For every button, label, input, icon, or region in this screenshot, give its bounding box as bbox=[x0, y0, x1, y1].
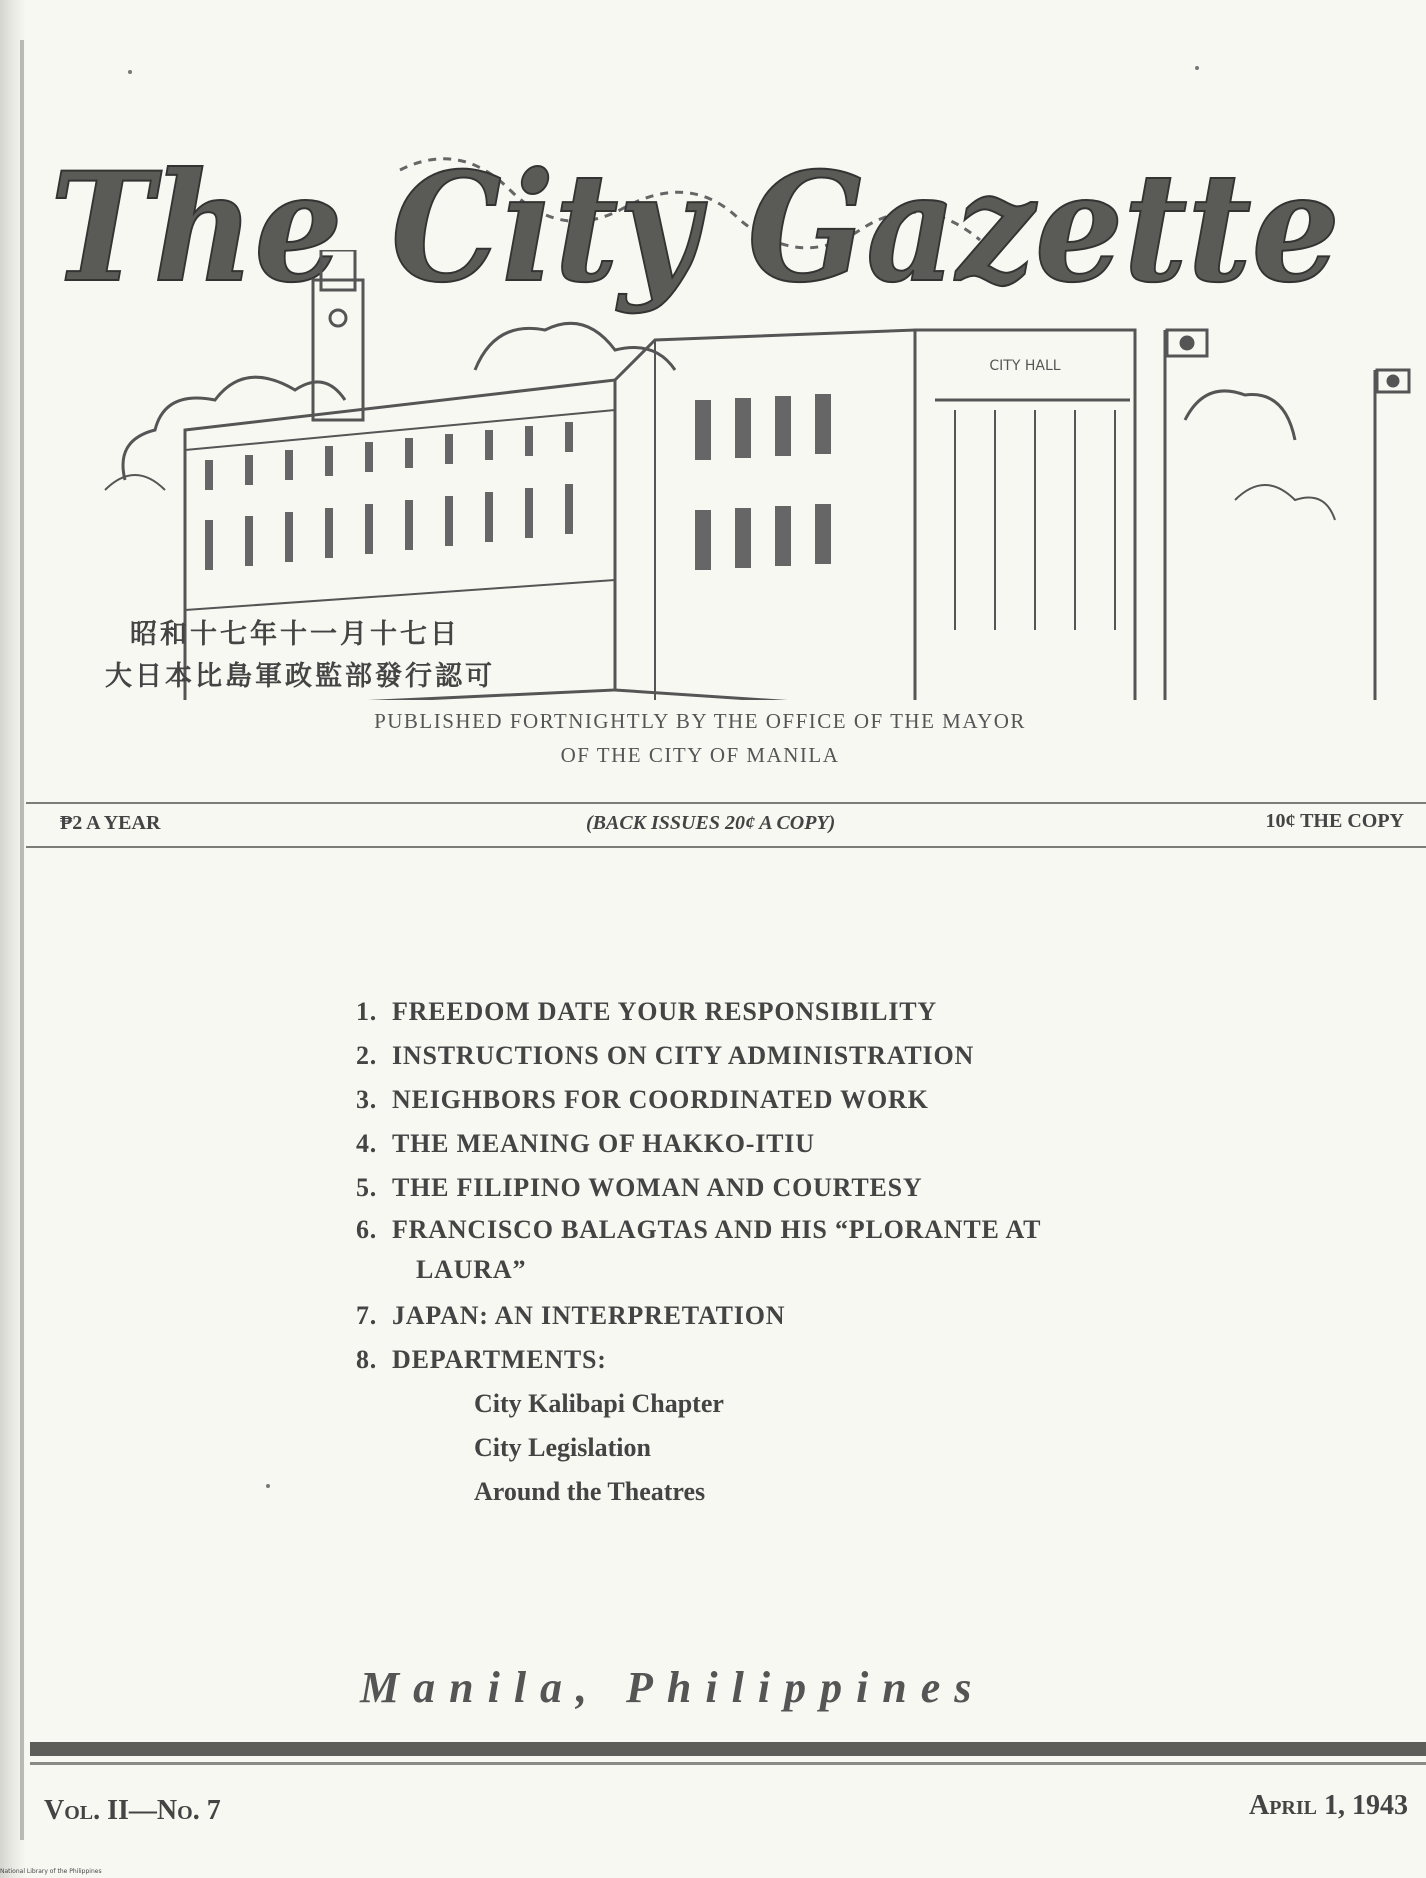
rule-bottom bbox=[26, 846, 1426, 848]
spine-edge bbox=[20, 40, 24, 1840]
volume-number: Vol. II—No. 7 bbox=[44, 1795, 221, 1826]
publisher-line-2: OF THE CITY OF MANILA bbox=[560, 743, 840, 767]
speck bbox=[1195, 66, 1199, 70]
department-item: City Kalibapi Chapter bbox=[474, 1389, 724, 1418]
back-issues-price: (BACK ISSUES 20¢ A COPY) bbox=[586, 812, 836, 834]
table-of-contents bbox=[356, 990, 1156, 1514]
scan-credit: National Library of the Philippines bbox=[0, 1868, 102, 1875]
department-item: Around the Theatres bbox=[474, 1477, 706, 1506]
speck bbox=[266, 1484, 270, 1488]
speck bbox=[128, 70, 132, 74]
single-copy-price: 10¢ THE COPY bbox=[1265, 810, 1404, 832]
japanese-date-line: 昭和十七年十一月十七日 bbox=[130, 619, 460, 650]
japanese-authorization-line: 大日本比島軍政監部發行認可 bbox=[105, 661, 495, 692]
footer-band-thin bbox=[30, 1762, 1426, 1765]
toc-item: 6. FRANCISCO BALAGTAS AND HIS “PLORANTE AT LAURA” bbox=[356, 1215, 1042, 1284]
toc-item: 8. DEPARTMENTS: bbox=[356, 1345, 607, 1374]
price-row bbox=[26, 808, 1426, 842]
toc-item: 5. THE FILIPINO WOMAN AND COURTESY bbox=[356, 1173, 923, 1202]
rule-top bbox=[26, 802, 1426, 804]
city-hall-sign: CITY HALL bbox=[989, 358, 1061, 374]
toc-item: 7. JAPAN: AN INTERPRETATION bbox=[356, 1301, 786, 1330]
yearly-price: ₱2 A YEAR bbox=[60, 812, 161, 834]
toc-item: 2. INSTRUCTIONS ON CITY ADMINISTRATION bbox=[356, 1041, 975, 1070]
issue-date: April 1, 1943 bbox=[1248, 1790, 1408, 1821]
place-line: Manila, Philippines bbox=[360, 1663, 986, 1712]
toc-item: 1. FREEDOM DATE YOUR RESPONSIBILITY bbox=[356, 997, 937, 1026]
department-item: City Legislation bbox=[474, 1433, 651, 1462]
footer-band-thick bbox=[30, 1742, 1426, 1756]
masthead-text: The City Gazette bbox=[50, 140, 1340, 316]
toc-item: 3. NEIGHBORS FOR COORDINATED WORK bbox=[356, 1085, 929, 1114]
publisher-line-1: PUBLISHED FORTNIGHTLY BY THE OFFICE OF THE MAYOR bbox=[374, 709, 1026, 733]
toc-item: 4. THE MEANING OF HAKKO-ITIU bbox=[356, 1129, 815, 1158]
